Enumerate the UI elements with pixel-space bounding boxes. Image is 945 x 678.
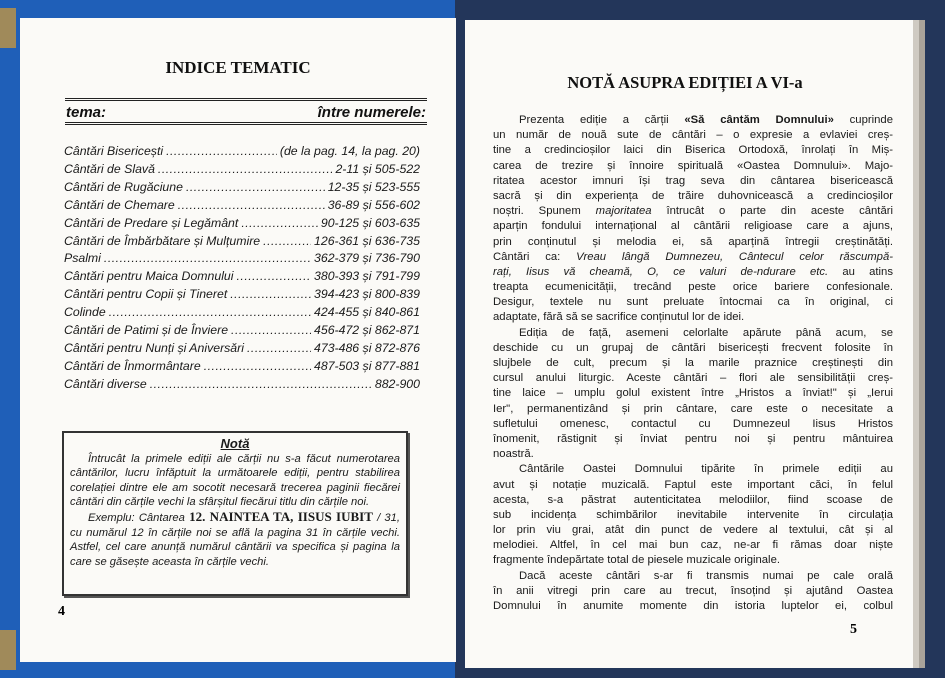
text-line xyxy=(493,584,893,599)
index-entry xyxy=(64,251,420,269)
text-line xyxy=(493,189,893,204)
text-segment: un număr de nouă sute de cântări – o expresie a evlaviei creș- xyxy=(493,129,893,142)
text-segment: noastră. xyxy=(493,448,534,461)
text-line xyxy=(493,599,893,614)
text-line xyxy=(493,478,893,493)
text-line xyxy=(493,143,893,158)
text-segment: Vreau lângă Dumnezeu, Cântecul celor răscumpă- xyxy=(576,250,893,263)
note-example xyxy=(70,510,400,569)
text-segment: majoritatea xyxy=(595,205,652,218)
text-segment: întrucât o parte din aceste cântări xyxy=(651,205,893,218)
entry-range: 424-455 și 840-861 xyxy=(314,305,420,320)
column-header-theme: tema: xyxy=(66,104,107,121)
dot-leader xyxy=(263,234,311,252)
entry-theme: Cântări de Predare și Legământ xyxy=(64,215,239,230)
text-line xyxy=(493,204,893,219)
right-page xyxy=(465,20,913,668)
text-line xyxy=(493,174,893,189)
text-segment: Dacă aceste cântări s-ar fi transmis numai pe cale orală xyxy=(519,569,893,582)
text-line xyxy=(493,128,893,143)
text-line xyxy=(493,508,893,523)
entry-theme: Cântări de Rugăciune xyxy=(64,179,183,194)
text-segment: au atins xyxy=(828,265,893,278)
text-line xyxy=(493,310,893,325)
text-segment: lor prin viu grai, atât din punct de vedere al textului, cât și al xyxy=(493,524,893,537)
text-line xyxy=(493,523,893,538)
index-entry xyxy=(64,162,420,180)
text-segment: acesta, s-a păstrat autenticitatea melodiilor, fiind scoase de xyxy=(493,493,893,506)
dot-leader xyxy=(104,251,311,269)
text-segment: rați, Iisus vă cheamă, O, ce valuri de-ndurare etc. xyxy=(493,265,829,278)
note-paragraph: Întrucât la primele ediții ale cărții nu s-a făcut numerotarea cântărilor, lucru înfăptuit la următoarele ediții, pentru stabilirea corelației dintre ele am socotit necesară trecerea paginii fiecărei cântări din cărțile vechi la sfârșitul fiecărui titlu din cărțile noi. xyxy=(70,452,400,509)
index-entry xyxy=(64,359,420,377)
text-segment: treapta ecumenicității, trecând peste orice bariere confesionale. xyxy=(493,281,893,294)
text-segment: adaptate, fără să se sacrifice conținutul lor de idei. xyxy=(493,311,745,324)
text-segment: înomenit, răstignit și înviat pentru noi și pentru mântuirea xyxy=(493,432,893,445)
index-entry xyxy=(64,234,420,252)
page-title: NOTĂ ASUPRA EDIȚIEI A VI-a xyxy=(567,73,803,92)
dot-leader xyxy=(109,305,311,323)
text-segment: melodiei. Altfel, în cel mai bun caz, ne-ar fi rămas doar niște xyxy=(493,539,893,552)
text-segment: slujbele de cult, precum și la marile praznice creștinești din xyxy=(493,357,893,369)
text-line xyxy=(493,371,893,386)
text-segment: cursul anului liturgic. Aceste cântări – flori ale sensibilității creș- xyxy=(493,372,893,385)
entry-range: (de la pag. 14, la pag. 20) xyxy=(279,144,420,158)
dot-leader xyxy=(237,269,312,287)
entry-theme: Cântări de Slavă xyxy=(64,161,155,176)
entry-theme: Psalmi xyxy=(64,251,101,266)
body-text xyxy=(493,113,893,614)
text-segment: noștri. Spunem xyxy=(493,205,596,218)
text-line xyxy=(493,250,893,265)
entry-theme: Cântări de Chemare xyxy=(64,197,175,212)
index-entry xyxy=(64,323,420,341)
dot-leader xyxy=(230,287,311,305)
index-entry xyxy=(64,216,420,234)
text-segment: Domnului în anumite momente din istoria luptelor ei, colbul xyxy=(493,600,893,612)
dot-leader xyxy=(231,323,311,341)
dot-leader xyxy=(247,341,311,359)
corner-protector xyxy=(0,630,16,670)
page-number: 4 xyxy=(58,604,65,619)
text-segment: Desigur, textele nu sunt preluate întocmai ca în original, ci xyxy=(493,296,893,309)
left-page xyxy=(20,18,456,662)
corner-protector xyxy=(0,8,16,48)
text-segment: prin conținutul și melodia ei, să aparțină întregii creștinătăți. xyxy=(493,235,893,248)
dot-leader xyxy=(166,144,277,162)
entry-range: 126-361 și 636-735 xyxy=(314,233,420,248)
text-line xyxy=(493,538,893,553)
text-line xyxy=(493,295,893,310)
text-segment: avut și notație muzicală. Faptul este important căci, în felul xyxy=(493,478,893,491)
index-entry xyxy=(64,305,420,323)
divider xyxy=(65,98,427,101)
text-line xyxy=(493,356,893,371)
divider xyxy=(65,122,427,125)
entry-theme: Colinde xyxy=(64,305,106,320)
text-segment: deschide cu un grupaj de cântări bisericești frecvent folosite în xyxy=(493,341,893,354)
dot-leader xyxy=(241,216,318,234)
entry-theme: Cântări de Patimi și de Înviere xyxy=(64,323,229,337)
index-entry xyxy=(64,341,420,359)
text-line xyxy=(493,402,893,417)
text-line xyxy=(493,341,893,356)
text-segment: sacră și din experiența de trăire duhovnicească a credincioșilor xyxy=(493,189,893,202)
dot-leader xyxy=(158,162,333,180)
text-segment: sufletului omenesc, contactul cu Dumnezeul Iisus Hristos xyxy=(493,417,893,430)
text-segment: Cântările Oastei Domnului tipărite în primele ediții au xyxy=(519,463,893,476)
example-label: Exemplu: Cântarea xyxy=(88,511,190,524)
text-segment: tine laice – umplu golul existent între „Hristos a înviat!" și „Ierui xyxy=(493,387,893,400)
entry-range: 473-486 și 872-876 xyxy=(314,340,420,355)
entry-theme: Cântări de Îmbărbătare și Mulțumire xyxy=(64,233,261,248)
dot-leader xyxy=(186,180,325,198)
entry-range: 362-379 și 736-790 xyxy=(314,251,420,266)
text-line xyxy=(493,326,893,341)
example-text: / 31, cu numărul 12 în cărțile noi se află la pagina 31 în cărțile vechi. Astfel, cel care anunță numărul cântării va specifica și pagina la care se găsește aceasta în cărțile vechi. xyxy=(70,511,400,568)
column-header-range: între numerele: xyxy=(317,104,426,121)
entry-range: 487-503 și 877-881 xyxy=(314,358,420,373)
index-entry xyxy=(64,269,420,287)
text-line xyxy=(493,432,893,447)
text-line xyxy=(493,219,893,234)
entry-theme: Cântări diverse xyxy=(64,376,147,391)
dot-leader xyxy=(178,198,325,216)
text-line xyxy=(493,113,893,128)
text-segment: cuprinde xyxy=(833,114,893,126)
entry-range: 882-900 xyxy=(374,376,420,391)
entry-range: 394-423 și 800-839 xyxy=(314,287,420,302)
text-segment: Ier", permanentizând și prin cântare, care este o necesitate a xyxy=(493,402,893,415)
text-segment: fragmente îndepărtate total de piesele muzicale originale. xyxy=(493,554,780,567)
index-entry xyxy=(64,180,420,198)
text-line xyxy=(493,280,893,295)
entry-range: 456-472 și 862-871 xyxy=(314,323,420,337)
text-segment: Ediția de față, asemeni celorlalte apărute până acum, se xyxy=(519,326,893,339)
text-line xyxy=(493,235,893,250)
entry-range: 2-11 și 505-522 xyxy=(335,161,420,176)
text-line xyxy=(493,386,893,401)
text-segment: tine a credincioșilor laici din Biserica Ortodoxă, înrolați în Miș- xyxy=(493,144,893,157)
text-line xyxy=(493,265,893,280)
example-song-title: 12. NAINTEA TA, IISUS IUBIT xyxy=(189,508,373,524)
text-line xyxy=(493,493,893,508)
note-box xyxy=(62,431,408,596)
entry-range: 12-35 și 523-555 xyxy=(327,179,420,194)
text-segment: ritatea acestor imnuri își trag seva din cântarea bisericească xyxy=(493,174,893,187)
note-title: Notă xyxy=(220,436,250,451)
text-segment: Cântări ca: xyxy=(493,250,577,263)
text-segment: sub incidența schimbărilor inevitabile intervenite în circulația xyxy=(493,508,893,521)
entry-theme: Cântări pentru Copii și Tineret xyxy=(64,287,228,302)
index-entry xyxy=(64,198,420,216)
index-entry xyxy=(64,287,420,305)
text-segment: aparțin fondului internațional al cântării religioase care a ajuns, xyxy=(493,220,893,233)
entry-range: 90-125 și 603-635 xyxy=(320,215,420,230)
entry-theme: Cântări de Înmormântare xyxy=(64,358,201,373)
text-segment: în anii vitregi prin care au trecut, însoțind și ajutând Oastea xyxy=(493,584,893,597)
text-segment: «Să cântăm Domnului» xyxy=(684,114,834,126)
text-segment: carea de trezire și înnoire spirituală «Oastea Domnului». Majo- xyxy=(493,159,893,172)
text-line xyxy=(493,553,893,568)
text-line xyxy=(493,159,893,174)
text-line xyxy=(493,417,893,432)
entry-range: 380-393 și 791-799 xyxy=(314,269,420,284)
text-line xyxy=(493,462,893,477)
entry-theme: Cântări pentru Maica Domnului xyxy=(64,269,234,284)
dot-leader xyxy=(150,377,372,395)
index-entry xyxy=(64,144,420,162)
entry-theme: Cântări pentru Nunți și Aniversări xyxy=(64,340,244,355)
text-segment: Prezenta ediție a cărții xyxy=(519,114,685,126)
index-entry xyxy=(64,377,420,395)
text-line xyxy=(493,569,893,584)
page-title: INDICE TEMATIC xyxy=(165,58,311,77)
dot-leader xyxy=(204,359,311,377)
entry-theme: Cântări Bisericești xyxy=(64,144,164,158)
entry-range: 36-89 și 556-602 xyxy=(327,197,420,212)
page-number: 5 xyxy=(850,622,857,637)
text-line xyxy=(493,447,893,462)
